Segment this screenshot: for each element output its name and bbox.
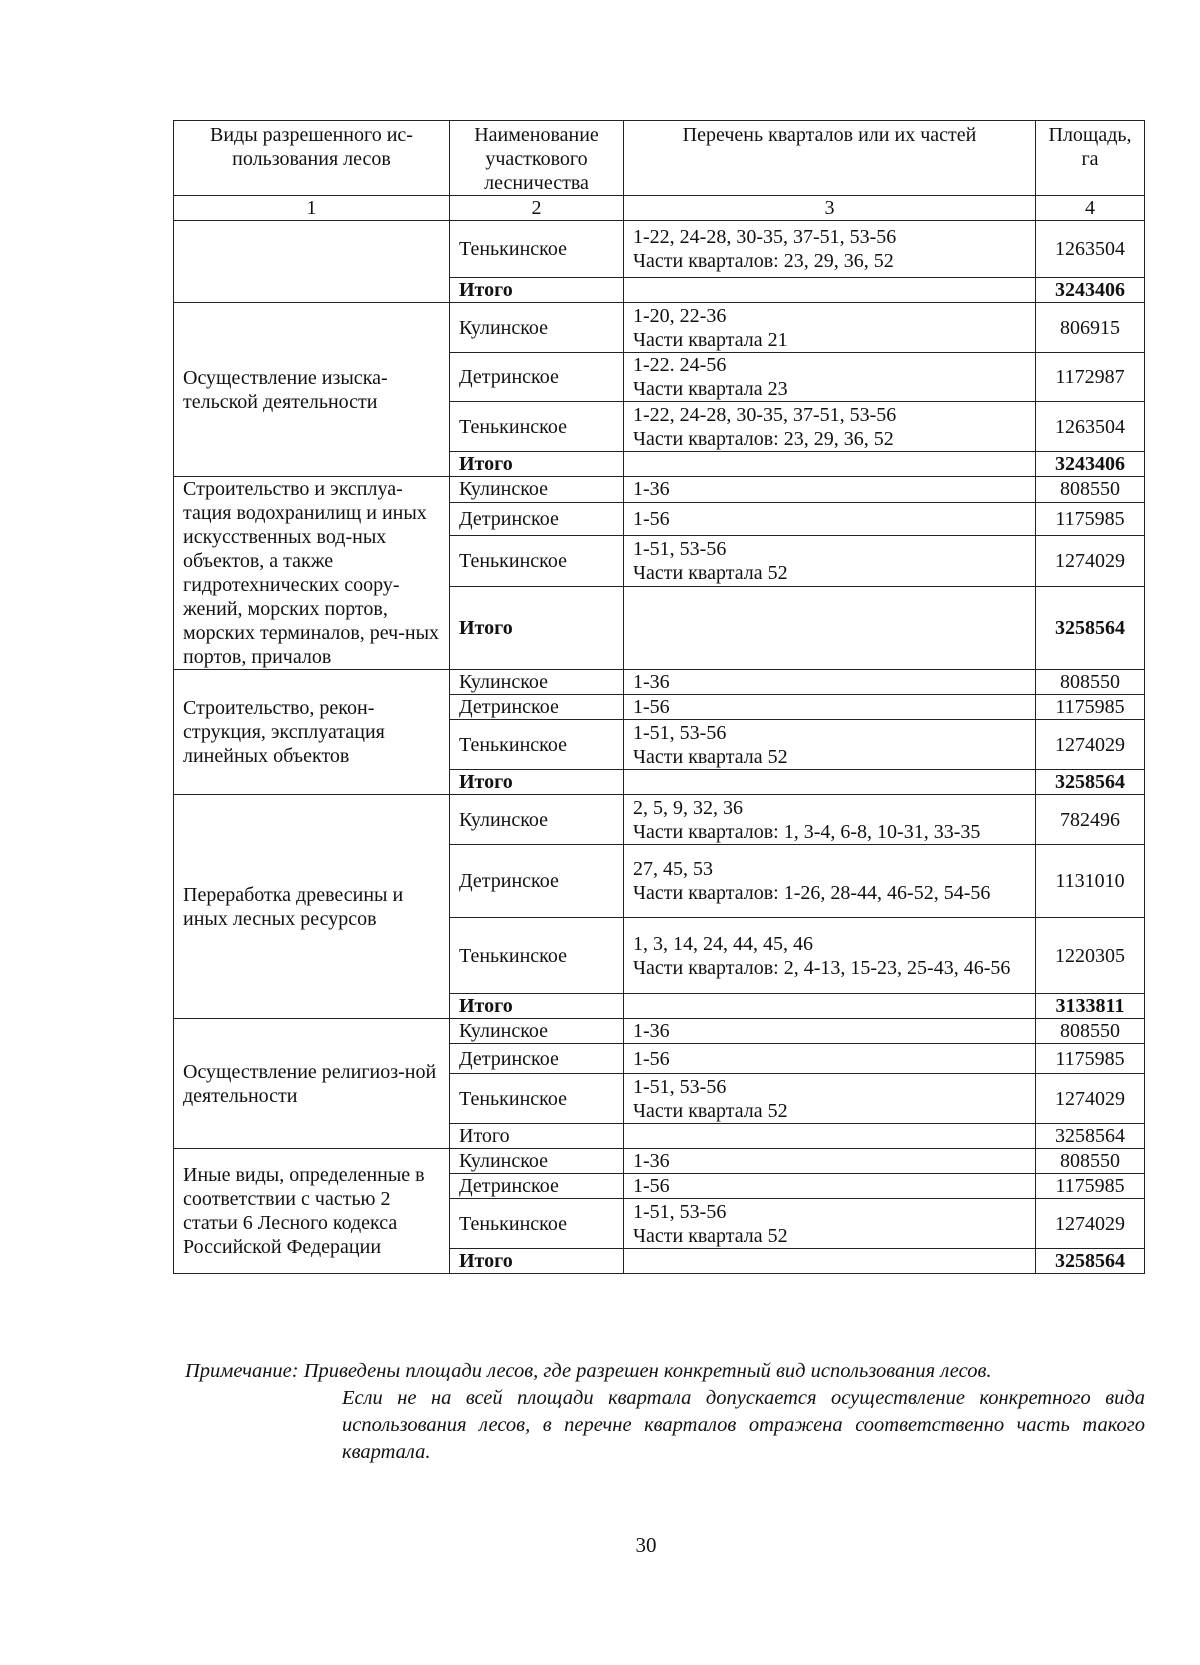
quarters-line: Части квартала 23 (633, 378, 788, 400)
quarters-line: Части кварталов: 1, 3-4, 6-8, 10-31, 33-35 (633, 820, 981, 843)
quarters-cell (624, 502, 1036, 536)
forestry-cell: Детринское (450, 502, 624, 536)
quarters-cell (624, 477, 1036, 503)
total-empty-cell (624, 1124, 1036, 1149)
quarters-line: 1-36 (633, 478, 670, 501)
quarters-line: 1, 3, 14, 24, 44, 45, 46 (633, 932, 813, 955)
total-label: Итого (450, 587, 624, 670)
page-number: 30 (635, 1533, 657, 1557)
forestry-cell: Тенькинское (450, 918, 624, 994)
forestry-cell: Тенькинское (450, 402, 624, 452)
quarters-line: Части кварталов: 1-26, 28-44, 46-52, 54-56 (633, 882, 991, 904)
use-kind-cell: Осуществление изыска-тельской деятельности (174, 303, 450, 477)
use-kind-cell (174, 221, 450, 303)
forestry-cell: Кулинское (450, 1149, 624, 1174)
total-area: 3258564 (1036, 1249, 1145, 1274)
total-label: Итого (450, 452, 624, 477)
table-row (174, 1019, 1145, 1044)
column-number-row (174, 196, 1145, 221)
table-row (174, 221, 1145, 278)
area-cell: 1263504 (1036, 402, 1145, 452)
total-area: 3243406 (1036, 278, 1145, 303)
total-empty-cell (624, 1249, 1036, 1274)
quarters-line: 1-36 (633, 1150, 670, 1172)
forestry-cell: Тенькинское (450, 1074, 624, 1124)
forestry-cell: Детринское (450, 845, 624, 918)
total-area: 3133811 (1036, 994, 1145, 1019)
total-area: 3258564 (1036, 1124, 1145, 1149)
quarters-cell (624, 720, 1036, 770)
column-number: 2 (450, 196, 624, 221)
area-cell: 1274029 (1036, 720, 1145, 770)
total-area: 3243406 (1036, 452, 1145, 477)
forestry-cell: Кулинское (450, 303, 624, 353)
total-label: Итого (450, 770, 624, 795)
area-cell: 808550 (1036, 1019, 1145, 1044)
area-cell: 1220305 (1036, 918, 1145, 994)
total-empty-cell (624, 770, 1036, 795)
column-number: 3 (624, 196, 1036, 221)
quarters-cell (624, 1149, 1036, 1174)
quarters-cell (624, 845, 1036, 918)
total-label: Итого (450, 1249, 624, 1274)
header-forestry: Наименование участкового лесничества (450, 121, 624, 196)
quarters-line: 1-20, 22-36 (633, 304, 727, 327)
quarters-line: 27, 45, 53 (633, 858, 713, 880)
quarters-cell (624, 918, 1036, 994)
total-label: Итого (450, 994, 624, 1019)
table-row (174, 303, 1145, 353)
quarters-line: 1-56 (633, 507, 670, 530)
total-empty-cell (624, 587, 1036, 670)
footnote-label: Примечание: (185, 1360, 299, 1382)
quarters-cell (624, 221, 1036, 278)
quarters-line: 1-51, 53-56 (633, 538, 727, 561)
total-label: Итого (450, 1124, 624, 1149)
footnote (185, 1358, 1145, 1466)
quarters-cell (624, 1044, 1036, 1074)
area-cell: 1263504 (1036, 221, 1145, 278)
header-row (174, 121, 1145, 196)
use-kind-cell: Строительство и эксплуа-тация водохранилищ и иных искусственных вод-ных объектов, а также гидротехнических соору-жений, морских портов, морских терминалов, реч-ных портов, причалов (174, 477, 450, 670)
quarters-line: Части квартала 52 (633, 1224, 788, 1247)
header-quarters: Перечень кварталов или их частей (624, 121, 1036, 196)
forestry-cell: Кулинское (450, 670, 624, 695)
area-cell: 1175985 (1036, 1174, 1145, 1199)
quarters-cell (624, 670, 1036, 695)
quarters-line: Части кварталов: 23, 29, 36, 52 (633, 250, 894, 272)
quarters-line: Части кварталов: 23, 29, 36, 52 (633, 427, 894, 450)
forestry-cell: Кулинское (450, 1019, 624, 1044)
total-empty-cell (624, 452, 1036, 477)
header-area: Площадь, га (1036, 121, 1145, 196)
quarters-line: 1-51, 53-56 (633, 1200, 727, 1223)
quarters-cell (624, 353, 1036, 402)
area-cell: 808550 (1036, 477, 1145, 503)
forestry-cell: Тенькинское (450, 221, 624, 278)
footnote-first-line: Приведены площади лесов, где разрешен конкретный вид использования лесов. (303, 1360, 992, 1382)
use-kind-cell: Переработка древесины и иных лесных ресурсов (174, 795, 450, 1019)
area-cell: 1175985 (1036, 1044, 1145, 1074)
quarters-line: 1-56 (633, 1175, 670, 1197)
quarters-line: 1-22, 24-28, 30-35, 37-51, 53-56 (633, 226, 897, 248)
total-area: 3258564 (1036, 587, 1145, 670)
forestry-cell: Тенькинское (450, 536, 624, 587)
quarters-line: 1-51, 53-56 (633, 721, 727, 744)
quarters-cell (624, 536, 1036, 587)
area-cell: 1274029 (1036, 536, 1145, 587)
forestry-cell: Детринское (450, 353, 624, 402)
area-cell: 1274029 (1036, 1199, 1145, 1249)
use-kind-cell: Строительство, рекон-струкция, эксплуатация линейных объектов (174, 670, 450, 795)
quarters-cell (624, 1174, 1036, 1199)
area-cell: 808550 (1036, 670, 1145, 695)
quarters-line: 2, 5, 9, 32, 36 (633, 796, 743, 819)
quarters-cell (624, 1019, 1036, 1044)
table-row (174, 1149, 1145, 1174)
total-area: 3258564 (1036, 770, 1145, 795)
footnote-rest: Если не на всей площади квартала допускается осуществление конкретного вида использования лесов, в перечне кварталов отражена соответственно часть такого квартала. (342, 1387, 1145, 1463)
quarters-line: 1-22. 24-56 (633, 354, 727, 376)
table-body (174, 221, 1145, 1274)
forestry-cell: Детринское (450, 1044, 624, 1074)
quarters-cell (624, 1199, 1036, 1249)
total-label: Итого (450, 278, 624, 303)
column-number: 4 (1036, 196, 1145, 221)
quarters-line: Части квартала 52 (633, 1099, 788, 1122)
total-empty-cell (624, 278, 1036, 303)
table-row (174, 477, 1145, 503)
area-cell: 1172987 (1036, 353, 1145, 402)
quarters-line: 1-36 (633, 671, 670, 693)
forestry-cell: Тенькинское (450, 720, 624, 770)
table-row (174, 670, 1145, 695)
quarters-line: 1-22, 24-28, 30-35, 37-51, 53-56 (633, 403, 897, 426)
quarters-cell (624, 795, 1036, 845)
table-row (174, 795, 1145, 845)
total-empty-cell (624, 994, 1036, 1019)
forestry-cell: Детринское (450, 1174, 624, 1199)
use-kind-cell: Иные виды, определенные в соответствии с частью 2 статьи 6 Лесного кодекса Российской Федерации (174, 1149, 450, 1274)
quarters-line: 1-36 (633, 1020, 670, 1042)
quarters-line: Части квартала 52 (633, 562, 788, 585)
forest-use-table (173, 120, 1145, 1274)
area-cell: 1175985 (1036, 695, 1145, 720)
column-number: 1 (174, 196, 450, 221)
quarters-cell (624, 695, 1036, 720)
area-cell: 806915 (1036, 303, 1145, 353)
area-cell: 782496 (1036, 795, 1145, 845)
quarters-cell (624, 402, 1036, 452)
forestry-cell: Детринское (450, 695, 624, 720)
area-cell: 1131010 (1036, 845, 1145, 918)
area-cell: 1175985 (1036, 502, 1145, 536)
quarters-line: Части кварталов: 2, 4-13, 15-23, 25-43, 46-56 (633, 956, 1011, 979)
quarters-line: 1-51, 53-56 (633, 1075, 727, 1098)
quarters-line: 1-56 (633, 1047, 670, 1070)
quarters-line: Части квартала 52 (633, 745, 788, 768)
quarters-line: 1-56 (633, 696, 670, 718)
quarters-line: Части квартала 21 (633, 328, 788, 351)
forestry-cell: Кулинское (450, 477, 624, 503)
area-cell: 808550 (1036, 1149, 1145, 1174)
forestry-cell: Тенькинское (450, 1199, 624, 1249)
use-kind-cell: Осуществление религиоз-ной деятельности (174, 1019, 450, 1149)
quarters-cell (624, 303, 1036, 353)
header-kind: Виды разрешенного ис-пользования лесов (174, 121, 450, 196)
forestry-cell: Кулинское (450, 795, 624, 845)
quarters-cell (624, 1074, 1036, 1124)
area-cell: 1274029 (1036, 1074, 1145, 1124)
